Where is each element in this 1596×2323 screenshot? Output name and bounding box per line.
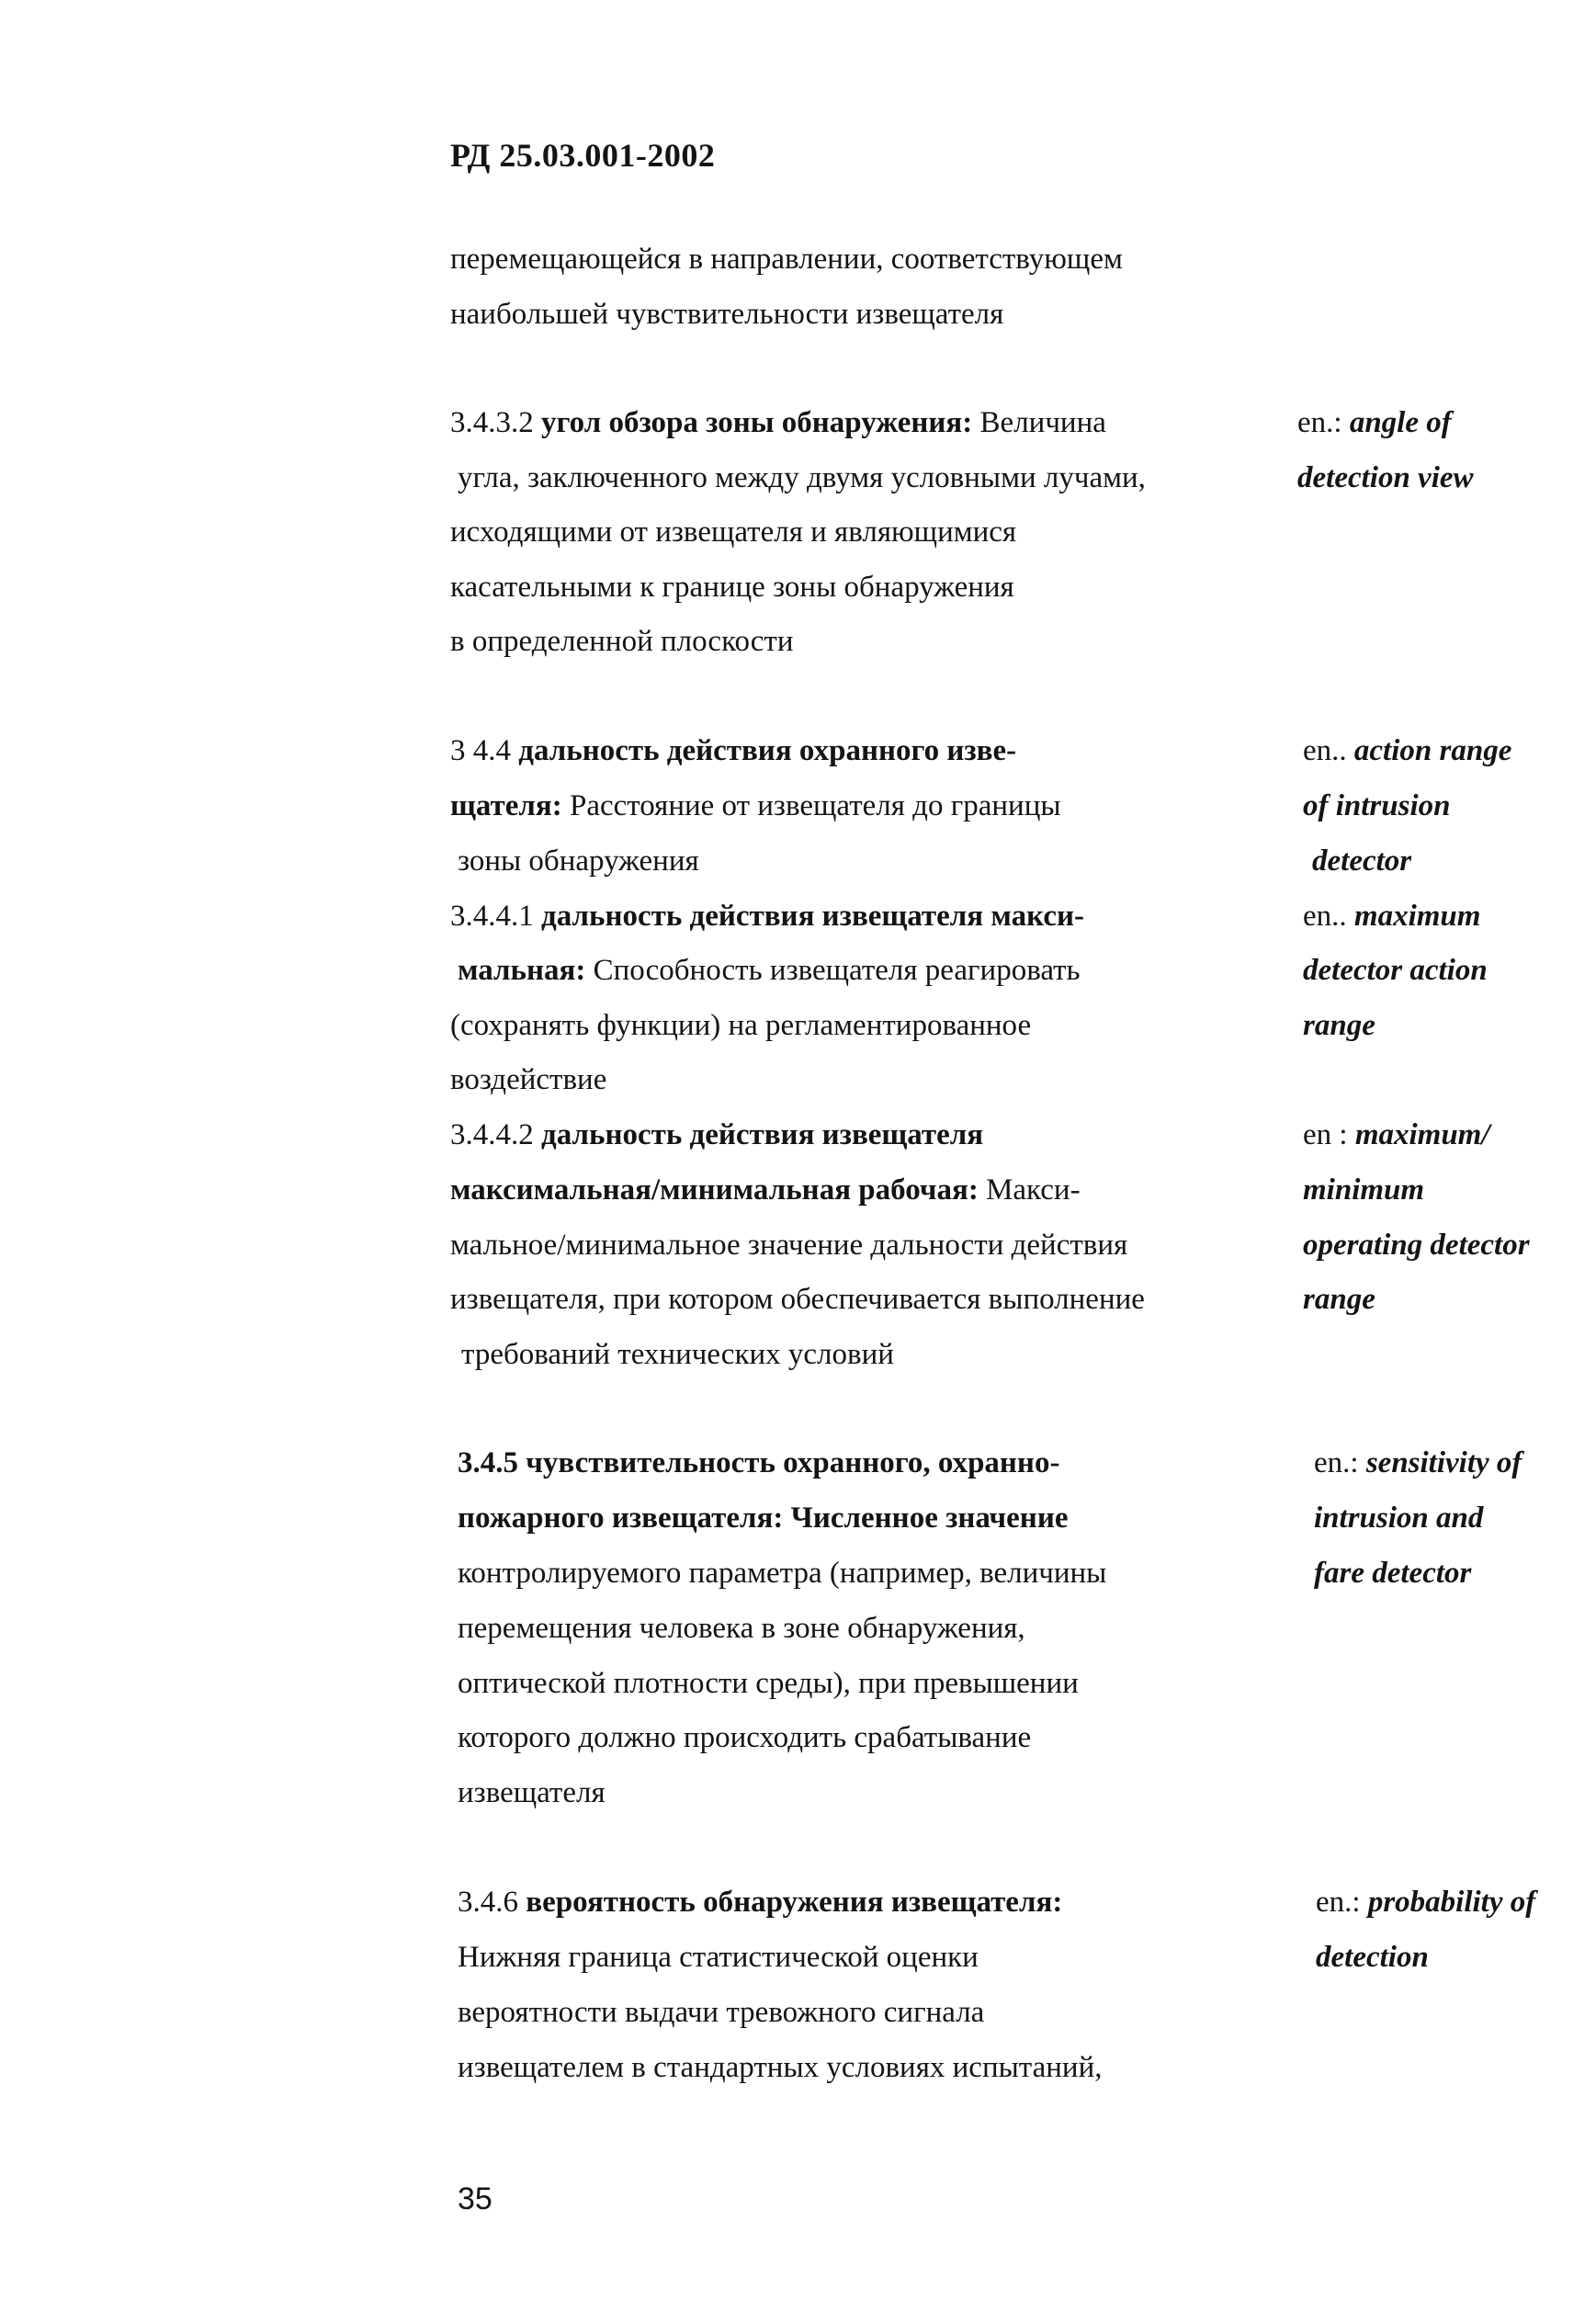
document-code-header: РД 25.03.001-2002: [450, 137, 716, 174]
body-line: угла, заключенного между двумя условными лучами,: [458, 461, 1146, 494]
english-equivalent: detection: [1316, 1941, 1429, 1974]
english-equivalent: detection view: [1297, 461, 1474, 494]
body-line: мальная: Способность извещателя реагировать: [458, 954, 1081, 987]
term-name: угол обзора зоны обнаружения:: [541, 406, 973, 439]
body-line: максимальная/минимальная рабочая: Макси-: [450, 1173, 1081, 1207]
clause-number: 3.4.4.1: [450, 900, 541, 933]
body-line: зоны обнаружения: [458, 844, 699, 878]
clause-number: 3.4.3.2: [450, 406, 541, 439]
term-name: дальность действия извещателя макси-: [541, 900, 1084, 933]
body-line: мальное/минимальное значение дальности действия: [450, 1229, 1128, 1262]
body-line: в определенной плоскости: [450, 625, 794, 658]
english-equivalent: minimum: [1303, 1173, 1425, 1207]
term-name: пожарного извещателя:: [458, 1501, 784, 1535]
body-line: перемещающейся в направлении, соответствующем: [450, 243, 1123, 276]
body-line: исходящими от извещателя и являющимися: [450, 516, 1017, 549]
english-equivalent: intrusion and: [1314, 1501, 1484, 1535]
body-line: оптической плотности среды), при превышении: [458, 1667, 1079, 1700]
term-name: вероятность обнаружения извещателя:: [526, 1886, 1063, 1919]
body-line: перемещения человека в зоне обнаружения,: [458, 1612, 1025, 1645]
english-equivalent: en.. maximum: [1303, 900, 1481, 933]
english-equivalent: operating detector: [1303, 1229, 1530, 1262]
body-line: вероятности выдачи тревожного сигнала: [458, 1996, 985, 2029]
clause-number: 3.4.6: [458, 1886, 526, 1919]
body-line: щателя: Расстояние от извещателя до границы: [450, 789, 1061, 822]
definition-text: Величина: [972, 406, 1106, 439]
body-line: воздействие: [450, 1063, 607, 1096]
body-line: пожарного извещателя: Численное значение: [458, 1501, 1069, 1535]
body-line: которого должно происходить срабатывание: [458, 1721, 1032, 1754]
term-name: 3.4.5 чувствительность охранного, охранно-: [458, 1446, 1060, 1479]
term-name: максимальная/минимальная рабочая:: [450, 1173, 979, 1207]
body-line: (сохранять функции) на регламентированное: [450, 1009, 1032, 1042]
english-equivalent: range: [1303, 1009, 1375, 1042]
english-equivalent: en : maximum/: [1303, 1118, 1490, 1151]
english-equivalent: fare detector: [1314, 1557, 1472, 1590]
english-equivalent: detector: [1312, 844, 1412, 878]
body-line: извещателем в стандартных условиях испытаний,: [458, 2051, 1103, 2084]
term-3-4-3-2-line: [450, 404, 1106, 441]
english-equivalent: detector action: [1303, 954, 1488, 987]
term-3-4-4-line: [450, 732, 1016, 769]
body-line: касательными к границе зоны обнаружения: [450, 571, 1014, 604]
term-3-4-4-1-line: [450, 898, 1084, 935]
body-line: извещателя, при котором обеспечивается выполнение: [450, 1283, 1145, 1316]
term-3-4-4-2-line: [450, 1116, 983, 1153]
clause-number: 3 4.4: [450, 734, 519, 767]
body-line: извещателя: [458, 1776, 606, 1809]
term-name: дальность действия извещателя: [541, 1118, 984, 1151]
term-name: дальность действия охранного изве-: [518, 734, 1017, 767]
body-line: наибольшей чувствительности извещателя: [450, 298, 1004, 331]
term-3-4-6-line: [458, 1884, 1062, 1921]
english-equivalent: en.: sensitivity of: [1314, 1446, 1522, 1479]
english-equivalent: of intrusion: [1303, 789, 1451, 822]
term-name: мальная:: [458, 954, 586, 987]
body-line: Нижняя граница статистической оценки: [458, 1941, 979, 1974]
clause-number: 3.4.4.2: [450, 1118, 541, 1151]
english-equivalent: en.: angle of: [1297, 406, 1452, 439]
english-equivalent: en.. action range: [1303, 734, 1512, 767]
body-line: требований технических условий: [461, 1338, 894, 1371]
english-equivalent: range: [1303, 1283, 1375, 1316]
term-3-4-5-line: [458, 1445, 1059, 1481]
body-line: контролируемого параметра (например, величины: [458, 1557, 1107, 1590]
english-equivalent: en.: probability of: [1316, 1886, 1536, 1919]
page-number: 35: [458, 2181, 492, 2216]
term-name: щателя:: [450, 789, 562, 822]
